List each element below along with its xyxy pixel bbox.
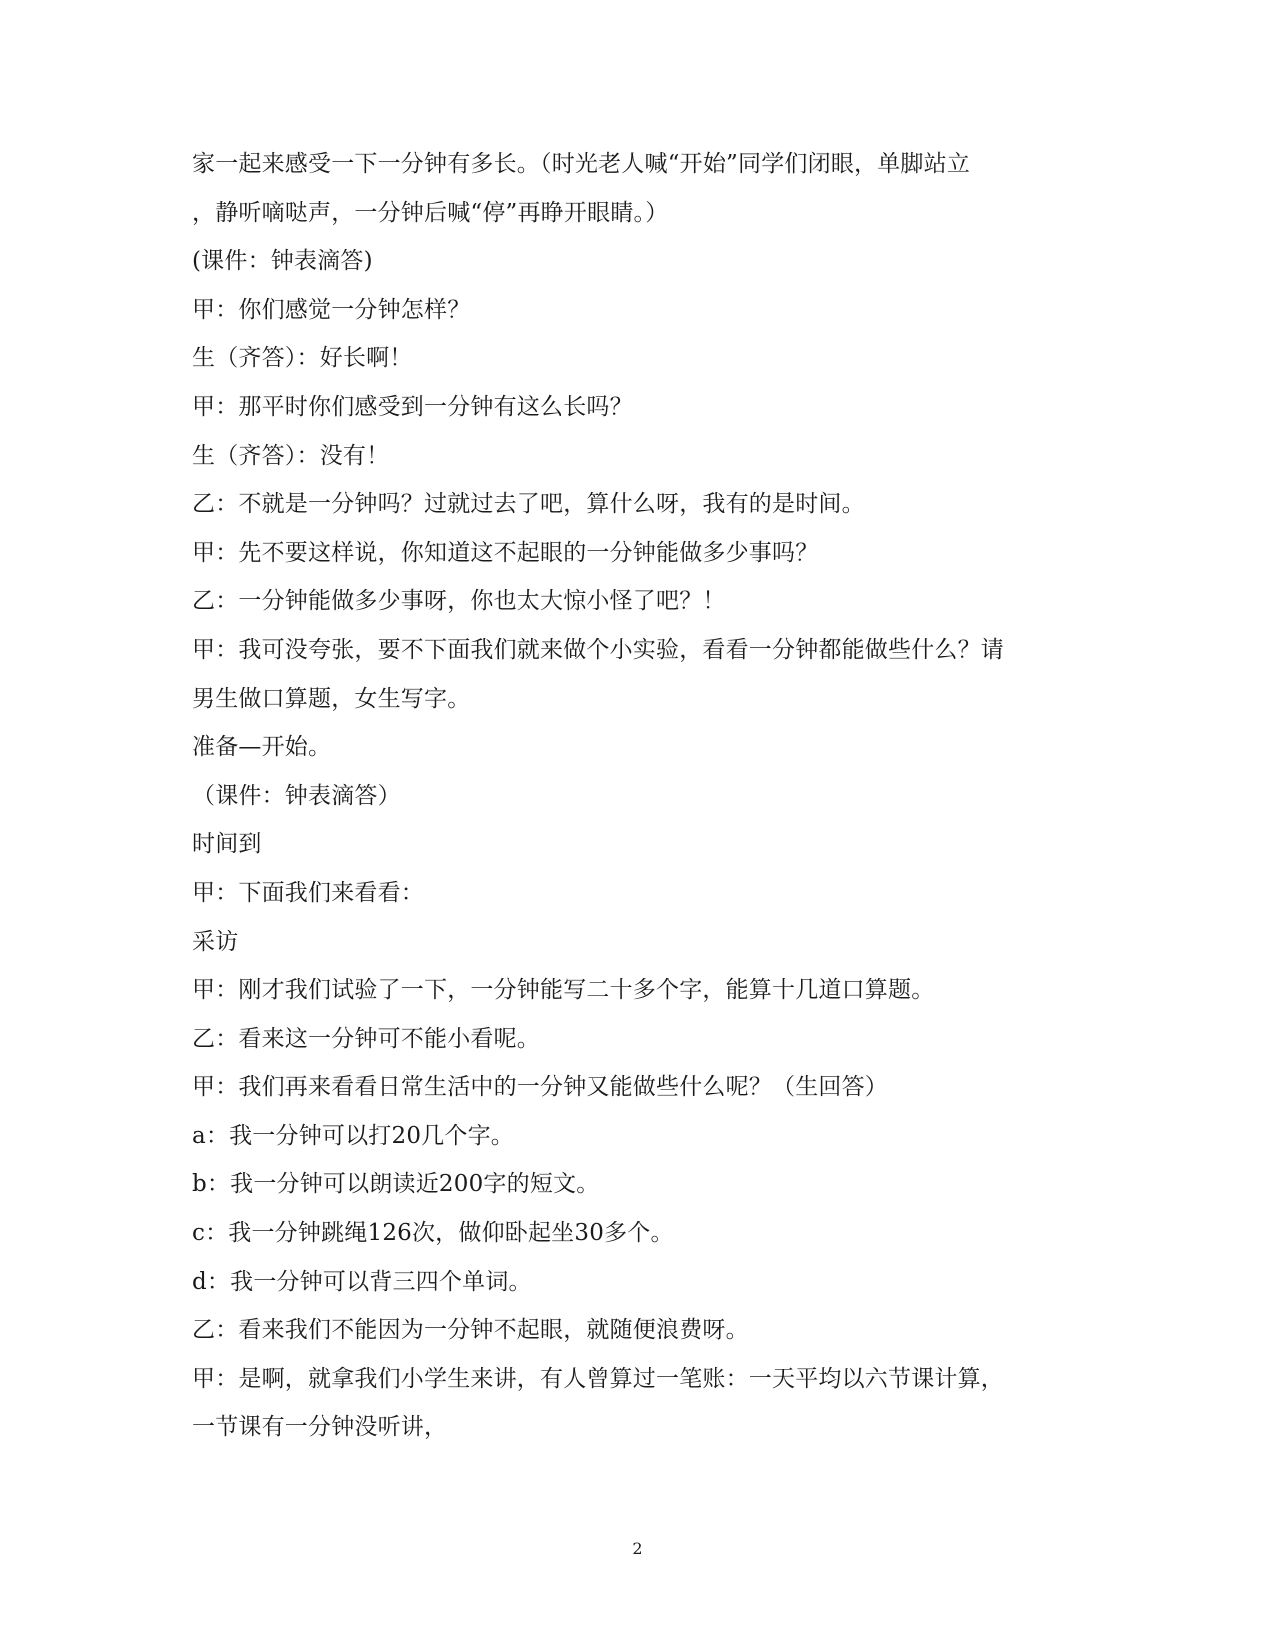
text-line: 甲：先不要这样说，你知道这不起眼的一分钟能做多少事吗？ bbox=[192, 539, 819, 566]
text-line: 甲：你们感觉一分钟怎样？ bbox=[192, 296, 471, 323]
text-line: （课件：钟表滴答） bbox=[192, 782, 401, 809]
text-line: 甲：我可没夸张，要不下面我们就来做个小实验，看看一分钟都能做些什么？请 bbox=[192, 636, 1004, 663]
text-line: c：我一分钟跳绳126次，做仰卧起坐30多个。 bbox=[192, 1220, 674, 1247]
page-number: 2 bbox=[632, 1539, 643, 1558]
text-line: 生（齐答）：好长啊！ bbox=[192, 345, 413, 372]
text-line: 甲：下面我们来看看： bbox=[192, 879, 424, 906]
text-line: d：我一分钟可以背三四个单词。 bbox=[192, 1268, 532, 1295]
text-line: 甲：我们再来看看日常生活中的一分钟又能做些什么呢？（生回答） bbox=[192, 1074, 888, 1101]
text-line: 一节课有一分钟没听讲， bbox=[192, 1414, 448, 1441]
text-line: b：我一分钟可以朗读近200字的短文。 bbox=[192, 1171, 600, 1198]
text-line: 甲：是啊，就拿我们小学生来讲，有人曾算过一笔账：一天平均以六节课计算， bbox=[192, 1365, 1004, 1392]
text-line: ，静听嘀哒声，一分钟后喊“停”再睁开眼睛。） bbox=[192, 199, 669, 226]
text-line: 时间到 bbox=[192, 831, 262, 858]
text-line: a：我一分钟可以打20几个字。 bbox=[192, 1122, 514, 1149]
text-line: 采访 bbox=[192, 928, 239, 955]
text-line: 男生做口算题，女生写字。 bbox=[192, 685, 471, 712]
text-line: 准备—开始。 bbox=[192, 734, 332, 761]
text-line: 生（齐答）：没有！ bbox=[192, 442, 390, 469]
text-line: 乙：看来我们不能因为一分钟不起眼，就随便浪费呀。 bbox=[192, 1317, 749, 1344]
text-line: 乙：不就是一分钟吗？过就过去了吧，算什么呀，我有的是时间。 bbox=[192, 491, 865, 518]
text-line: (课件：钟表滴答) bbox=[192, 248, 373, 275]
text-line: 甲：刚才我们试验了一下，一分钟能写二十多个字，能算十几道口算题。 bbox=[192, 977, 935, 1004]
text-line: 乙：一分钟能做多少事呀，你也太大惊小怪了吧？！ bbox=[192, 588, 726, 615]
text-line: 乙：看来这一分钟可不能小看呢。 bbox=[192, 1025, 540, 1052]
text-line: 家一起来感受一下一分钟有多长。（时光老人喊“开始”同学们闭眼，单脚站立 bbox=[192, 151, 971, 177]
document-body bbox=[192, 152, 1092, 1464]
text-line: 甲：那平时你们感受到一分钟有这么长吗？ bbox=[192, 393, 633, 420]
